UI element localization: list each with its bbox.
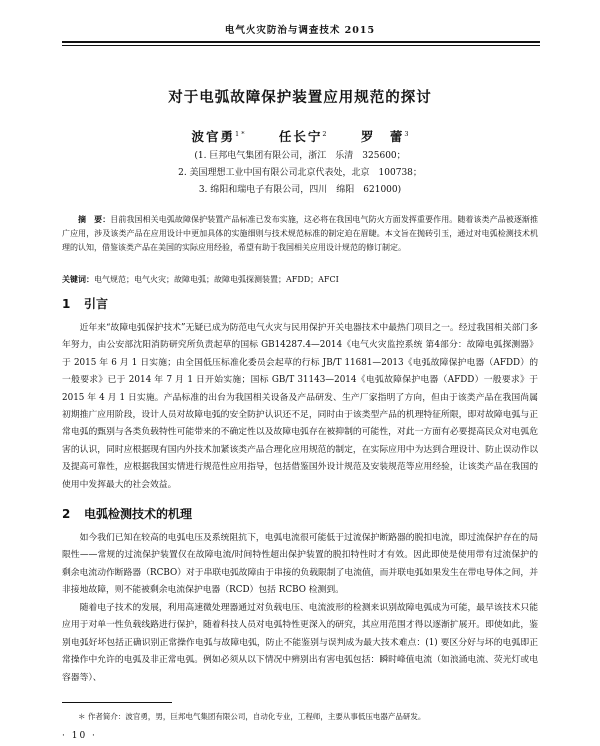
abstract-label: 摘 要： xyxy=(78,214,111,224)
author-2 xyxy=(279,129,327,144)
section-title: 引言 xyxy=(84,297,109,311)
author-affil-mark: 3 xyxy=(404,129,409,138)
section-number: 1 xyxy=(62,297,71,311)
section-heading-2 xyxy=(62,505,192,522)
keywords-text: 电气规范；电气火灾；故障电弧；故障电弧探测装置；AFDD；AFCI xyxy=(94,275,339,284)
abstract xyxy=(62,213,538,254)
running-header: 电气火灾防治与调查技术 2015 xyxy=(224,25,376,36)
affiliations xyxy=(0,148,600,199)
header-rule xyxy=(62,41,540,43)
affiliation-3: 3. 绵阳和瑞电子有限公司，四川 绵阳 621000) xyxy=(198,185,402,195)
body-paragraph: 近年来“故障电弧保护技术”无疑已成为防范电气火灾与民用保护开关电器技术中最热门项目之一。经过我国相关部门多年努力，由公安部沈阳消防研究所负责起草的国标 GB14287.4—2014《电气火灾监控系统 第4部分：故障电弧探测器》于 2015 年 6 月 1 日实施；由全国低压标准化委员会起草的行标 JB/T 11681—2013《电弧故障保护电器（AFDD）的一般要求》已于 2014 年 7 月 1 日开始实施；国标 GB/T 31143—2014《电弧故障保护电器（AFDD）一般要求》于 2015 年 4 月 1 日实施。产品标准的出台为我国相关设备及产品研发、生产厂家指明了方向，但由于该类产品在我国尚属初期推广应用阶段，设计人员对故障电弧的安全防护认识还不足，同时由于该类型产品的机理特征所限，即对故障电弧与正常电弧的甄别与各类负载特性可能带来的不确定性以及故障电弧存在被抑制的可能性，对此一方面有必要提高民众对电弧危害的认识，同时应根据现有国内外技术加紧该类产品合理化应用规范的制定，在实际应用中为达到合理设计、防止误动作以及提高可靠性，应根据我国实情进行规范性应用指导，包括借鉴国外设计规范及安装规范等应用经验，让该类产品在我国的使用中发挥最大的社会效益。 xyxy=(62,323,538,490)
author-name: 波官勇 xyxy=(191,129,236,144)
section-heading-1 xyxy=(62,295,108,312)
body-paragraph: 如今我们已知在较高的电弧电压及系统阻抗下，电弧电流很可能低于过流保护断路器的脱扣电流，即过流保护存在的局限性——常规的过流保护装置仅在故障电流/时间特性超出保护装置的脱扣特性时才有效。因此即使是使用带有过流保护的剩余电流动作断路器（RCBO）对于串联电弧故障由于串接的负载限制了电流值，而并联电弧如果发生在带电导体之间，并非接地故障，则不能被剩余电流保护电器（RCD）包括 RCBO 检测到。 xyxy=(62,533,538,596)
footnote-rule xyxy=(62,702,172,703)
author-3 xyxy=(361,129,409,144)
page-number: · 10 · xyxy=(62,731,97,741)
author-footnote: ＊ 作者简介：波官勇，男，巨邦电气集团有限公司，自动化专业，工程师，主要从事低压电器产品研发。 xyxy=(78,712,426,721)
header-rule-thin xyxy=(62,45,540,46)
section-number: 2 xyxy=(62,507,71,521)
author-affil-mark: 1 * xyxy=(235,129,245,138)
keywords-label: 关键词： xyxy=(62,274,94,284)
affiliation-2: 2. 美国理想工业中国有限公司北京代表处，北京 100738； xyxy=(178,168,422,178)
author-name: 任长宁 xyxy=(278,129,323,144)
author-affil-mark: 2 xyxy=(322,129,327,138)
author-list xyxy=(0,127,600,145)
affiliation-1: (1. 巨邦电气集团有限公司，浙江 乐清 325600； xyxy=(194,151,406,161)
body-paragraph: 随着电子技术的发展，利用高速微处理器通过对负载电压、电流波形的检测来识别故障电弧成为可能，最早该技术只能应用于对单一性负载线路进行保护，随着科技人员对电弧特性更深入的研究，其应用范围才得以逐渐扩展开。即使如此，鉴别电弧好坏包括正确识别正常操作电弧与故障电弧，防止不能鉴别与误判成为最大技术难点：(1) 要区分好与坏的电弧即正常操作中允许的电弧及非正常电弧。例如必须从以下情况中辨别出有害电弧包括：瞬时峰值电流（如浪涌电流、荧光灯或电容器等）、 xyxy=(62,603,538,683)
abstract-text: 目前我国相关电弧故障保护装置产品标准已发布实施，这必将在我国电气防火方面发挥重要作用。随着该类产品被逐渐推广应用，涉及该类产品在应用设计中更加具体的实施细则与技术规范标准的制定迫在眉睫。本文旨在抛砖引玉，通过对电弧检测技术机理的认知，借鉴该类产品在美国的实际应用经验，希望有助于我国相关应用设计规范的修订制定。 xyxy=(62,215,539,252)
author-name: 罗 蕾 xyxy=(360,129,405,144)
paper-title: 对于电弧故障保护装置应用规范的探讨 xyxy=(168,90,432,106)
section-title: 电弧检测技术的机理 xyxy=(84,507,193,521)
author-1 xyxy=(192,129,245,144)
keywords xyxy=(62,274,538,285)
